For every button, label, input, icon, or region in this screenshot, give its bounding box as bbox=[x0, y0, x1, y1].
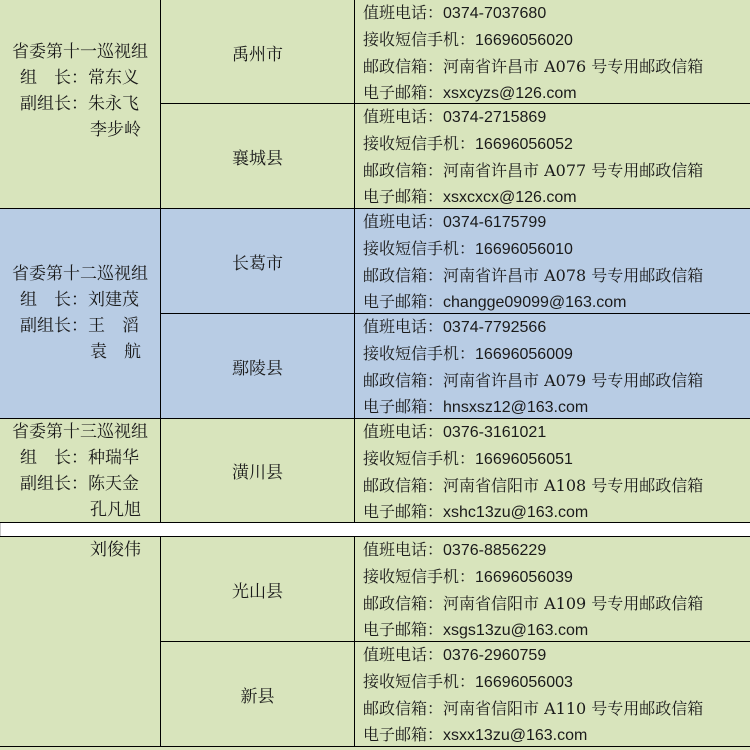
group-title: 省委第十三巡视组 bbox=[12, 422, 148, 442]
contact-info bbox=[355, 642, 750, 746]
email-address[interactable]: 电子邮箱：xsxcxcx@126.com bbox=[363, 187, 577, 206]
duty-phone: 值班电话：0374-7037680 bbox=[363, 3, 547, 22]
group-leader: 组 长：刘建茂 bbox=[20, 290, 139, 310]
sms-phone: 接收短信手机：16696056039 bbox=[363, 567, 573, 586]
group-cell-13-continued bbox=[0, 537, 161, 750]
page-gap bbox=[0, 523, 750, 536]
postal-box: 邮政信箱：河南省信阳市 A110 号专用邮政信箱 bbox=[363, 699, 704, 718]
county-name: 新县 bbox=[161, 642, 355, 746]
contact-info bbox=[355, 104, 750, 208]
email-address[interactable]: 电子邮箱：hnsxsz12@163.com bbox=[363, 397, 589, 416]
group-cell-13 bbox=[0, 419, 161, 522]
sms-phone: 接收短信手机：16696056052 bbox=[363, 134, 573, 153]
duty-phone: 值班电话：0374-2715869 bbox=[363, 107, 547, 126]
contact-info bbox=[355, 419, 750, 522]
group-deputy: 副组长：朱永飞 bbox=[20, 94, 139, 114]
county-name: 禹州市 bbox=[161, 0, 355, 104]
postal-box: 邮政信箱：河南省许昌市 A077 号专用邮政信箱 bbox=[363, 161, 704, 180]
group-leader: 组 长：种瑞华 bbox=[20, 448, 139, 468]
group-cell-11 bbox=[0, 0, 161, 208]
county-name: 潢川县 bbox=[161, 419, 355, 522]
postal-box: 邮政信箱：河南省信阳市 A109 号专用邮政信箱 bbox=[363, 594, 704, 613]
email-address[interactable]: 电子邮箱：xsgs13zu@163.com bbox=[363, 620, 589, 639]
email-address[interactable]: 电子邮箱：xsxx13zu@163.com bbox=[363, 725, 588, 744]
sms-phone: 接收短信手机：16696056003 bbox=[363, 672, 573, 691]
postal-box: 邮政信箱：河南省信阳市 A108 号专用邮政信箱 bbox=[363, 476, 704, 495]
county-name: 襄城县 bbox=[161, 104, 355, 208]
group-cell-12 bbox=[0, 209, 161, 418]
sms-phone: 接收短信手机：16696056010 bbox=[363, 239, 573, 258]
contact-info bbox=[355, 0, 750, 104]
sms-phone: 接收短信手机：16696056051 bbox=[363, 449, 573, 468]
sms-phone: 接收短信手机：16696056009 bbox=[363, 344, 573, 363]
group-title: 省委第十二巡视组 bbox=[12, 264, 148, 284]
contact-info bbox=[355, 537, 750, 641]
group-deputy-3: 刘俊伟 bbox=[90, 540, 141, 560]
duty-phone: 值班电话：0374-7792566 bbox=[363, 317, 547, 336]
email-address[interactable]: 电子邮箱：changge09099@163.com bbox=[363, 292, 627, 311]
duty-phone: 值班电话：0376-3161021 bbox=[363, 422, 547, 441]
duty-phone: 值班电话：0376-2960759 bbox=[363, 645, 547, 664]
county-name: 长葛市 bbox=[161, 209, 355, 313]
group-deputy: 副组长：王 滔 bbox=[20, 316, 139, 336]
group-deputy: 副组长：陈天金 bbox=[20, 474, 139, 494]
duty-phone: 值班电话：0376-8856229 bbox=[363, 540, 547, 559]
group-leader: 组 长：常东义 bbox=[20, 68, 139, 88]
contact-info bbox=[355, 314, 750, 418]
group-deputy-2: 李步岭 bbox=[90, 120, 141, 140]
postal-box: 邮政信箱：河南省许昌市 A078 号专用邮政信箱 bbox=[363, 266, 704, 285]
sms-phone: 接收短信手机：16696056020 bbox=[363, 30, 573, 49]
email-address[interactable]: 电子邮箱：xsxcyzs@126.com bbox=[363, 83, 577, 102]
contact-info bbox=[355, 209, 750, 313]
county-name: 鄢陵县 bbox=[161, 314, 355, 418]
postal-box: 邮政信箱：河南省许昌市 A076 号专用邮政信箱 bbox=[363, 57, 704, 76]
group-deputy-2: 孔凡旭 bbox=[90, 500, 141, 520]
duty-phone: 值班电话：0374-6175799 bbox=[363, 212, 547, 231]
postal-box: 邮政信箱：河南省许昌市 A079 号专用邮政信箱 bbox=[363, 371, 704, 390]
group-deputy-2: 袁 航 bbox=[90, 342, 141, 362]
group-title: 省委第十一巡视组 bbox=[12, 42, 148, 62]
email-address[interactable]: 电子邮箱：xshc13zu@163.com bbox=[363, 502, 589, 521]
county-name: 光山县 bbox=[161, 537, 355, 641]
